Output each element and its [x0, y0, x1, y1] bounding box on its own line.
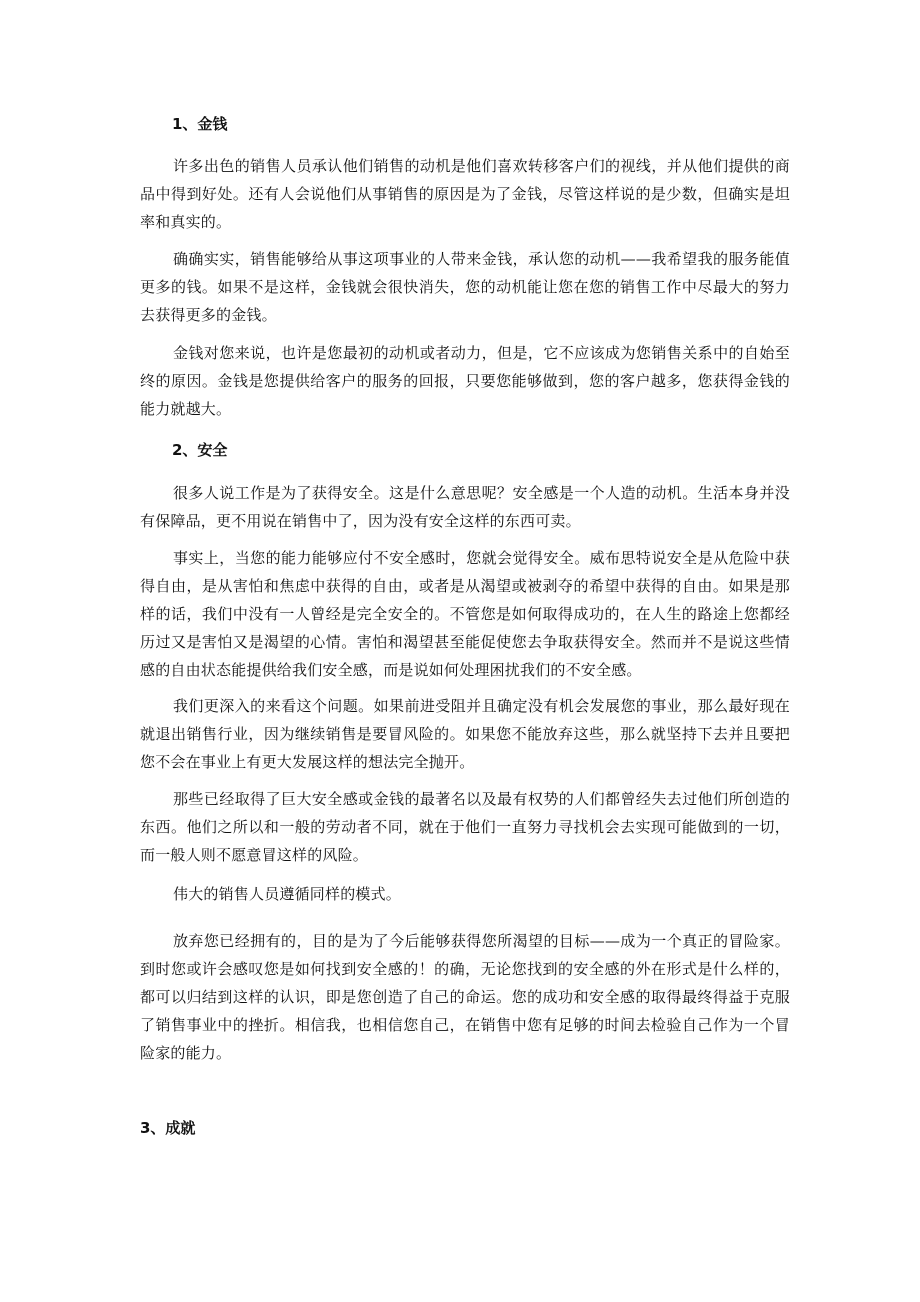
paragraph: 金钱对您来说，也许是您最初的动机或者动力，但是，它不应该成为您销售关系中的自始至终的原因。金钱是您提供给客户的服务的回报，只要您能够做到，您的客户越多，您获得金钱的能力就越大。: [140, 344, 790, 418]
paragraph: 许多出色的销售人员承认他们销售的动机是他们喜欢转移客户们的视线，并从他们提供的商品中得到好处。还有人会说他们从事销售的原因是为了金钱，尽管这样说的是少数，但确实是坦率和真实的。: [140, 157, 790, 231]
paragraph: 那些已经取得了巨大安全感或金钱的最著名以及最有权势的人们都曾经失去过他们所创造的东西。他们之所以和一般的劳动者不同，就在于他们一直努力寻找机会去实现可能做到的一切，而一般人则不愿意冒这样的风险。: [140, 790, 790, 864]
paragraph: 事实上，当您的能力能够应付不安全感时，您就会觉得安全。威布思特说安全是从危险中获得自由，是从害怕和焦虑中获得的自由，或者是从渴望或被剥夺的希望中获得的自由。如果是那样的话，我们中没有一人曾经是完全安全的。不管您是如何取得成功的，在人生的路途上您都经历过又是害怕又是渴望的心情。害怕和渴望甚至能促使您去争取获得安全。然而并不是说这些情感的自由状态能提供给我们安全感，而是说如何处理困扰我们的不安全感。: [140, 549, 790, 679]
paragraph: 我们更深入的来看这个问题。如果前进受阻并且确定没有机会发展您的事业，那么最好现在就退出销售行业，因为继续销售是要冒风险的。如果您不能放弃这些，那么就坚持下去并且要把您不会在事业上有更大发展这样的想法完全抛开。: [140, 697, 790, 771]
section-heading-achievement: 3、成就: [140, 1119, 196, 1137]
paragraph: 很多人说工作是为了获得安全。这是什么意思呢？安全感是一个人造的动机。生活本身并没有保障品，更不用说在销售中了，因为没有安全这样的东西可卖。: [140, 484, 790, 530]
paragraph: 确确实实，销售能够给从事这项事业的人带来金钱，承认您的动机——我希望我的服务能值更多的钱。如果不是这样，金钱就会很快消失，您的动机能让您在您的销售工作中尽最大的努力去获得更多的金钱。: [140, 250, 790, 324]
paragraph: 伟大的销售人员遵循同样的模式。: [173, 885, 402, 903]
paragraph: 放弃您已经拥有的，目的是为了今后能够获得您所渴望的目标——成为一个真正的冒险家。到时您或许会感叹您是如何找到安全感的！的确，无论您找到的安全感的外在形式是什么样的，都可以归结到这样的认识，即是您创造了自己的命运。您的成功和安全感的取得最终得益于克服了销售事业中的挫折。相信我，也相信您自己，在销售中您有足够的时间去检验自己作为一个冒险家的能力。: [140, 932, 790, 1062]
section-heading-money: 1、金钱: [172, 115, 228, 133]
section-heading-security: 2、安全: [172, 441, 228, 459]
